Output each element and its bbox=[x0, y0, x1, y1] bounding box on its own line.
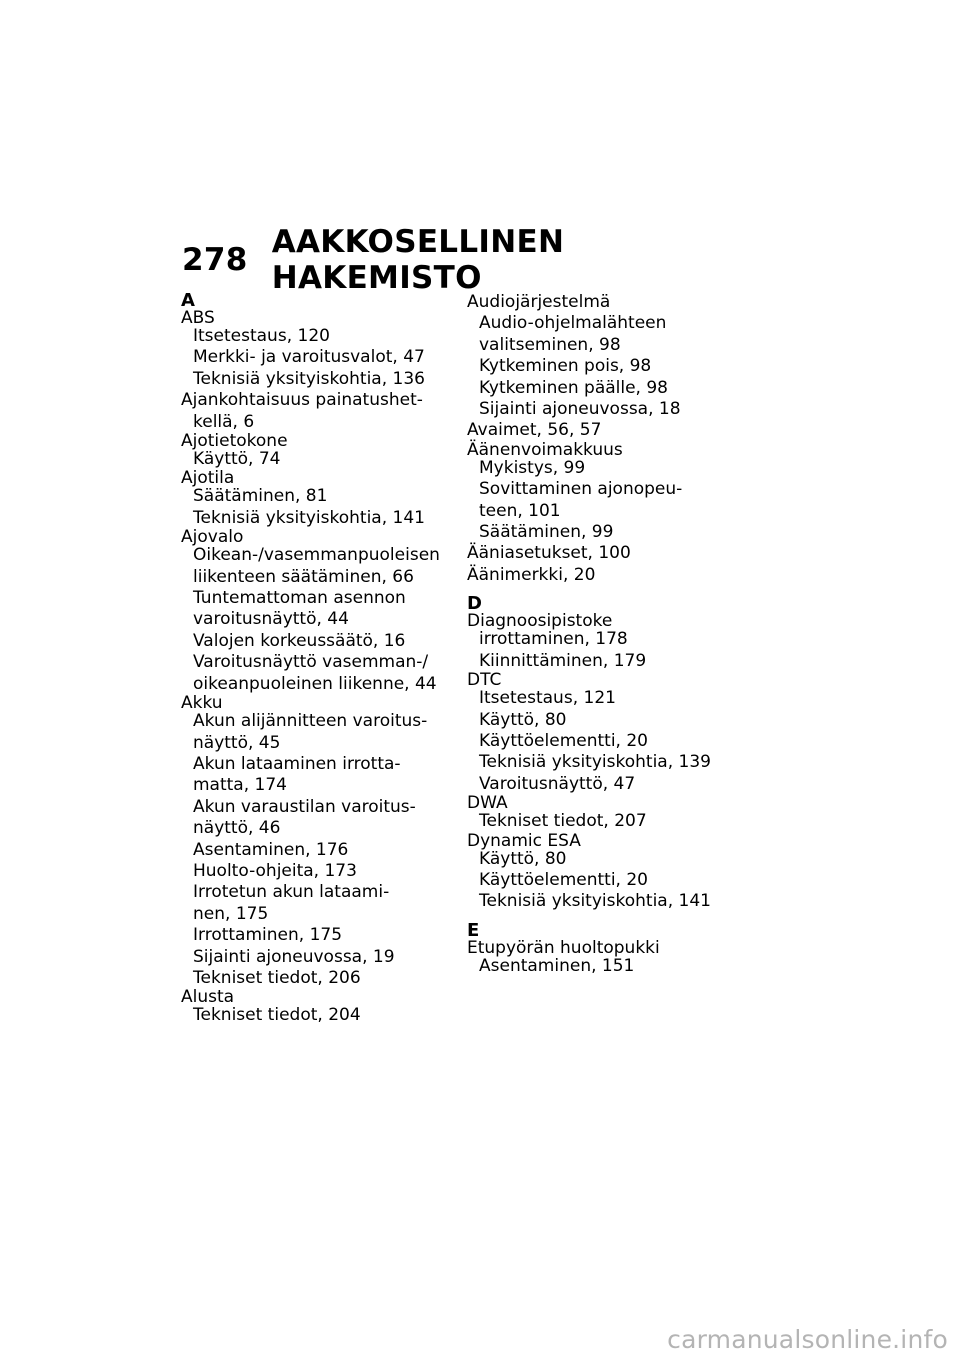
index-term: Diagnoosipistoke bbox=[467, 611, 613, 632]
index-subentry: Tuntemattoman asennon bbox=[193, 588, 406, 609]
index-subentry: irrottaminen, 178 bbox=[479, 629, 628, 650]
index-subentry: Irrotetun akun lataami- bbox=[193, 882, 390, 903]
index-subentry: Käyttö, 74 bbox=[193, 449, 281, 470]
watermark: carmanualsonline.info bbox=[667, 1325, 948, 1354]
index-entry: Äänimerkki, 20 bbox=[467, 564, 596, 585]
index-subentry: matta, 174 bbox=[193, 775, 287, 796]
index-subentry: Valojen korkeussäätö, 16 bbox=[193, 630, 406, 651]
index-subentry: Varoitusnäyttö, 47 bbox=[479, 773, 636, 794]
index-subentry: Varoitusnäyttö vasemman-/ bbox=[193, 652, 429, 673]
index-subentry: Merkki- ja varoitusvalot, 47 bbox=[193, 347, 425, 368]
index-term: Äänenvoimakkuus bbox=[467, 439, 623, 460]
index-term: Ajotila bbox=[181, 468, 235, 489]
index-subentry: Teknisiä yksityiskohtia, 141 bbox=[479, 891, 711, 912]
index-subentry: varoitusnäyttö, 44 bbox=[193, 609, 349, 630]
index-subentry: Asentaminen, 176 bbox=[193, 839, 349, 860]
index-subentry: Mykistys, 99 bbox=[479, 457, 586, 478]
index-subentry: näyttö, 46 bbox=[193, 818, 281, 839]
index-term: DWA bbox=[467, 793, 508, 814]
index-subentry: Kytkeminen päälle, 98 bbox=[479, 377, 669, 398]
index-subentry: teen, 101 bbox=[479, 500, 561, 521]
index-subentry: Itsetestaus, 120 bbox=[193, 326, 330, 346]
index-subentry: Akun alijännitteen varoitus- bbox=[193, 711, 428, 732]
section-letter: A bbox=[181, 290, 195, 311]
section-gap bbox=[467, 586, 747, 595]
index-term: ABS bbox=[181, 308, 215, 328]
index-subentry: Säätäminen, 81 bbox=[193, 486, 328, 507]
index-subentry: Käyttö, 80 bbox=[479, 709, 567, 730]
index-entry: Avaimet, 56, 57 bbox=[467, 420, 602, 441]
section-gap bbox=[467, 913, 747, 922]
index-subentry: Akun lataaminen irrotta- bbox=[193, 753, 401, 774]
index-subentry: Käyttöelementti, 20 bbox=[479, 869, 648, 890]
index-subentry: Irrottaminen, 175 bbox=[193, 925, 343, 946]
index-subentry: Käyttö, 80 bbox=[479, 848, 567, 869]
index-subentry: nen, 175 bbox=[193, 903, 269, 924]
index-entry: Audiojärjestelmä bbox=[467, 292, 611, 312]
index-subentry: liikenteen säätäminen, 66 bbox=[193, 566, 414, 587]
index-subentry: Akun varaustilan varoitus- bbox=[193, 796, 416, 817]
index-subentry: Teknisiä yksityiskohtia, 136 bbox=[193, 368, 425, 389]
index-subentry: Teknisiä yksityiskohtia, 139 bbox=[479, 752, 711, 773]
index-subentry: oikeanpuoleinen liikenne, 44 bbox=[193, 673, 437, 694]
index-term: Etupyörän huoltopukki bbox=[467, 937, 660, 958]
index-subentry: Oikean-/vasemmanpuoleisen bbox=[193, 545, 440, 566]
index-term: Alusta bbox=[181, 987, 235, 1008]
index-subentry: Säätäminen, 99 bbox=[479, 522, 614, 543]
index-term: DTC bbox=[467, 670, 502, 691]
index-term: Ajotietokone bbox=[181, 431, 288, 452]
index-term: Akku bbox=[181, 693, 223, 714]
page-title: AAKKOSELLINEN HAKEMISTO bbox=[271, 224, 565, 296]
index-subentry: Huolto-ohjeita, 173 bbox=[193, 860, 357, 881]
index-subentry: Tekniset tiedot, 204 bbox=[193, 1005, 361, 1026]
index-subentry: Teknisiä yksityiskohtia, 141 bbox=[193, 507, 425, 528]
page-number: 278 bbox=[182, 242, 248, 278]
index-subentry: näyttö, 45 bbox=[193, 732, 281, 753]
index-subentry: Sijainti ajoneuvossa, 18 bbox=[479, 399, 681, 420]
index-entry: Ääniasetukset, 100 bbox=[467, 543, 631, 564]
index-subentry: Sovittaminen ajonopeu- bbox=[479, 479, 683, 500]
index-term: Dynamic ESA bbox=[467, 830, 581, 851]
index-subentry: Asentaminen, 151 bbox=[479, 955, 635, 976]
index-subentry: Kytkeminen pois, 98 bbox=[479, 356, 652, 377]
section-letter: D bbox=[467, 593, 482, 615]
index-entry: Ajankohtaisuus painatushet- bbox=[181, 390, 423, 411]
section-letter: E bbox=[467, 919, 480, 941]
page-header bbox=[182, 224, 742, 296]
index-term: Ajovalo bbox=[181, 527, 244, 548]
index-subentry: kellä, 6 bbox=[193, 411, 255, 432]
index-subentry: Tekniset tiedot, 206 bbox=[193, 967, 361, 988]
index-subentry: valitseminen, 98 bbox=[479, 334, 621, 355]
index-column-right bbox=[467, 292, 747, 977]
index-subentry: Itsetestaus, 121 bbox=[479, 688, 616, 709]
index-subentry: Tekniset tiedot, 207 bbox=[479, 811, 647, 832]
index-subentry: Kiinnittäminen, 179 bbox=[479, 650, 647, 671]
index-subentry: Audio-ohjelmalähteen bbox=[479, 313, 667, 334]
index-subentry: Käyttöelementti, 20 bbox=[479, 730, 648, 751]
index-column-left bbox=[181, 292, 461, 1027]
index-subentry: Sijainti ajoneuvossa, 19 bbox=[193, 946, 395, 967]
